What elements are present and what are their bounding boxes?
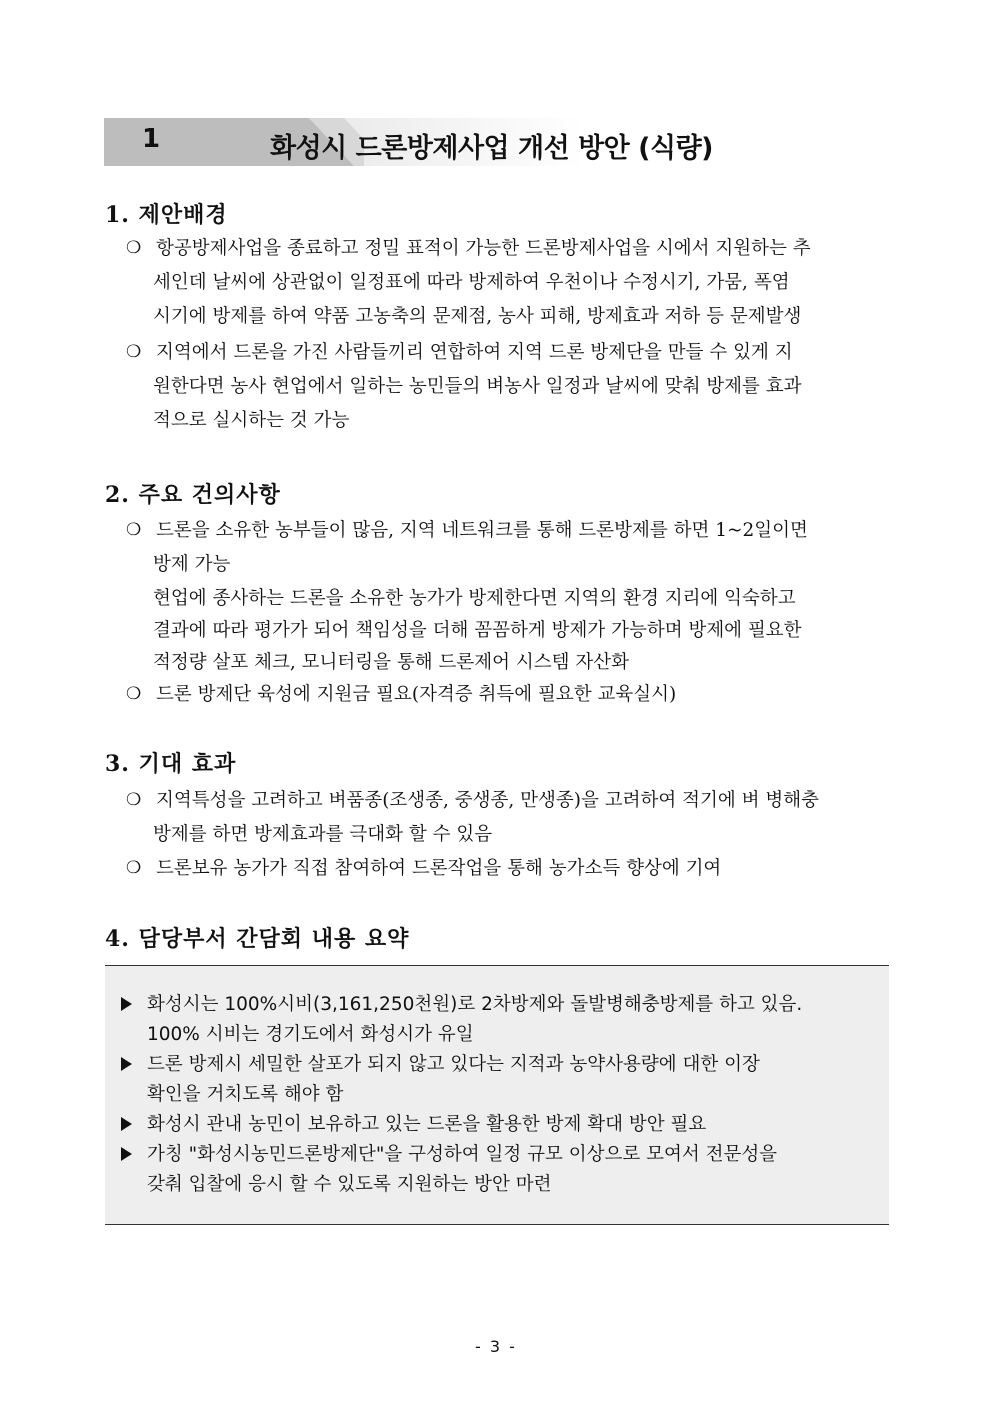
summary-line: 확인을 거치도록 해야 함 <box>147 1084 344 1105</box>
paragraph-line: 항공방제사업을 종료하고 정밀 표적이 가능한 드론방제사업을 시에서 지원하는 추 <box>156 238 811 259</box>
bullet-circle-icon: ❍ <box>126 684 142 704</box>
paragraph-line: 드론을 소유한 농부들이 많음, 지역 네트워크를 통해 드론방제를 하면 1~2일이면 <box>156 520 808 541</box>
title-number: 1 <box>142 124 161 154</box>
paragraph-line: 시기에 방제를 하여 약품 고농축의 문제점, 농사 피해, 방제효과 저하 등 문제발생 <box>153 306 802 327</box>
page-title: 화성시 드론방제사업 개선 방안 (식량) <box>270 133 714 164</box>
summary-line: 100% 시비는 경기도에서 화성시가 유일 <box>147 1024 474 1045</box>
section-title-bar <box>104 118 790 168</box>
section-heading-proposals: 2. 주요 건의사항 <box>105 482 281 508</box>
bullet-circle-icon: ❍ <box>126 858 142 878</box>
paragraph-line: 지역에서 드론을 가진 사람들끼리 연합하여 지역 드론 방제단을 만들 수 있게 지 <box>156 342 793 363</box>
section-heading-meeting-summary: 4. 담당부서 간담회 내용 요약 <box>105 926 410 952</box>
bullet-circle-icon: ❍ <box>126 790 142 810</box>
paragraph-line: 방제를 하면 방제효과를 극대화 할 수 있음 <box>153 824 493 845</box>
paragraph-line: 드론 방제단 육성에 지원금 필요(자격증 취득에 필요한 교육실시) <box>156 684 677 705</box>
bullet-circle-icon: ❍ <box>126 342 142 362</box>
summary-line: 드론 방제시 세밀한 살포가 되지 않고 있다는 지적과 농약사용량에 대한 이장 <box>147 1054 760 1075</box>
page-number: - 3 - <box>475 1337 517 1356</box>
paragraph-line: 현업에 종사하는 드론을 소유한 농가가 방제한다면 지역의 환경 지리에 익숙하고 <box>153 588 796 609</box>
paragraph-line: 지역특성을 고려하고 벼품종(조생종, 중생종, 만생종)을 고려하여 적기에 벼 병해충 <box>156 790 819 811</box>
section-heading-background: 1. 제안배경 <box>105 202 228 228</box>
paragraph-line: 결과에 따라 평가가 되어 책임성을 더해 꼼꼼하게 방제가 가능하며 방제에 필요한 <box>153 620 802 641</box>
bullet-circle-icon: ❍ <box>126 238 142 258</box>
summary-line: 갖춰 입찰에 응시 할 수 있도록 지원하는 방안 마련 <box>147 1174 552 1195</box>
triangle-bullet-icon <box>121 1057 132 1071</box>
paragraph-line: 방제 가능 <box>153 554 231 575</box>
summary-box <box>105 965 889 1225</box>
paragraph-line: 원한다면 농사 현업에서 일하는 농민들의 벼농사 일정과 날씨에 맞춰 방제를 효과 <box>153 376 802 397</box>
bullet-circle-icon: ❍ <box>126 520 142 540</box>
triangle-bullet-icon <box>121 1117 132 1131</box>
summary-line: 화성시는 100%시비(3,161,250천원)로 2차방제와 돌발병해충방제를 하고 있음. <box>147 994 803 1015</box>
triangle-bullet-icon <box>121 1147 132 1161</box>
paragraph-line: 드론보유 농가가 직접 참여하여 드론작업을 통해 농가소득 향상에 기여 <box>156 858 722 879</box>
paragraph-line: 적으로 실시하는 것 가능 <box>153 410 350 431</box>
section-heading-effects: 3. 기대 효과 <box>105 751 237 777</box>
summary-line: 가칭 "화성시농민드론방제단"을 구성하여 일정 규모 이상으로 모여서 전문성을 <box>147 1144 778 1165</box>
triangle-bullet-icon <box>121 997 132 1011</box>
summary-line: 화성시 관내 농민이 보유하고 있는 드론을 활용한 방제 확대 방안 필요 <box>147 1114 707 1135</box>
paragraph-line: 세인데 날씨에 상관없이 일정표에 따라 방제하여 우천이나 수정시기, 가뭄, 폭염 <box>153 272 790 293</box>
paragraph-line: 적정량 살포 체크, 모니터링을 통해 드론제어 시스템 자산화 <box>153 652 629 673</box>
